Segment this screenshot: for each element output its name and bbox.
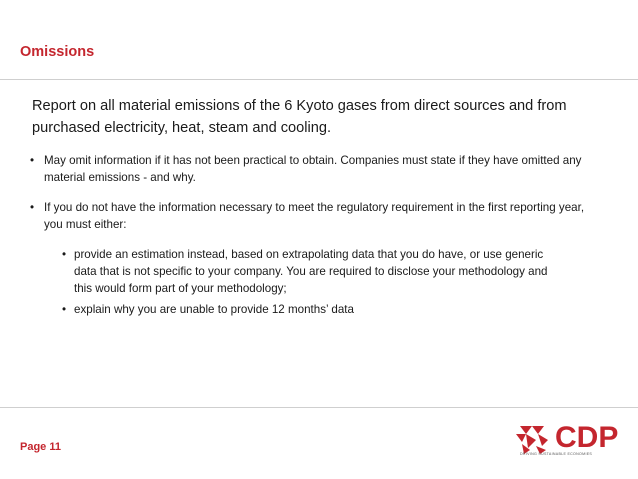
bullet-text: If you do not have the information necessary to meet the regulatory requirement in the first reporting year, you must either: — [44, 201, 585, 231]
footer-divider — [0, 407, 638, 408]
bullet-glyph: • — [30, 154, 35, 167]
bullet-item — [30, 152, 590, 186]
bullet-text: May omit information if it has not been practical to obtain. Companies must state if they have omitted any material emissions - and why. — [44, 154, 582, 184]
bullet-glyph: • — [62, 248, 67, 261]
lead-paragraph: Report on all material emissions of the 6 Kyoto gases from direct sources and from purchased electricity, heat, steam and cooling. — [32, 98, 567, 136]
sub-bullet-text: explain why you are unable to provide 12 months’ data — [74, 303, 354, 316]
sub-bullet-list — [62, 246, 562, 318]
logo-wordmark: CDP — [555, 421, 619, 454]
page-number: Page 11 — [20, 441, 61, 453]
bullet-list — [30, 152, 590, 331]
bullet-glyph: • — [30, 201, 35, 214]
page-title: Omissions — [20, 44, 95, 60]
bullet-item — [30, 199, 590, 318]
sub-bullet-item — [62, 246, 562, 297]
sub-bullet-item — [62, 301, 562, 318]
title-divider — [0, 79, 638, 80]
bullet-glyph: • — [62, 303, 67, 316]
logo-tagline: DRIVING SUSTAINABLE ECONOMIES — [520, 452, 593, 456]
sub-bullet-text: provide an estimation instead, based on extrapolating data that you do have, or use generic data that is not specific to your company. You are required to disclose your methodology and this would form part of your methodology; — [74, 248, 548, 295]
